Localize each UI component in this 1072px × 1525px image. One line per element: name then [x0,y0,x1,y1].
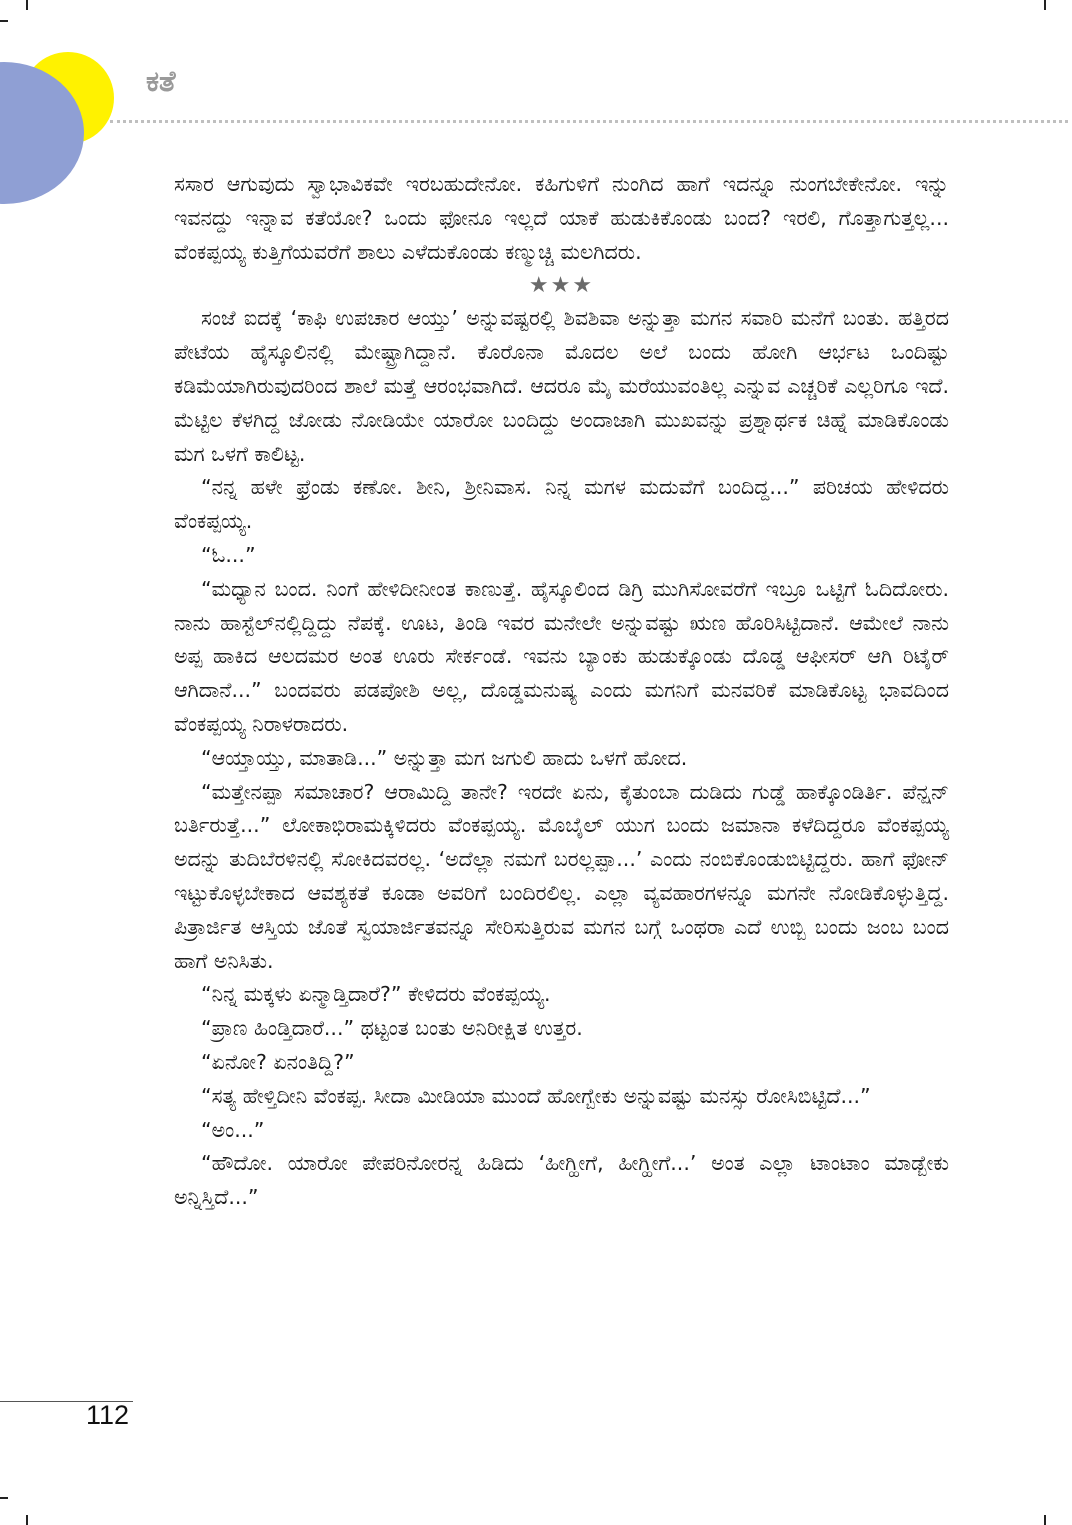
crop-mark-bottom-right [1044,1515,1046,1525]
section-title: ಕತೆ [146,64,176,98]
section-separator-stars: ★★★ [528,273,595,299]
story-text-column [174,168,949,1215]
crop-mark-top-right [1044,0,1046,10]
crop-mark-left-bottom [0,1497,8,1499]
story-paragraph: “ಮತ್ತೇನಪ್ಪಾ ಸಮಾಚಾರ? ಆರಾಮಿದ್ದಿ ತಾನೇ? ಇರದೇ ಏನು, ಕೈತುಂಬಾ ದುಡಿದು ಗುಡ್ಡೆ ಹಾಕ್ಕೊಂಡಿರ್ತಿ. ಪೆನ್ಷನ್ ಬರ್ತಿರುತ್ತೆ...” ಲೋಕಾಭಿರಾಮಕ್ಕಿಳಿದರು ವೆಂಕಪ್ಪಯ್ಯ. ಮೊಬೈಲ್ ಯುಗ ಬಂದು ಜಮಾನಾ ಕಳೆದಿದ್ದರೂ ವೆಂಕಪ್ಪಯ್ಯ ಅದನ್ನು ತುದಿಬೆರಳಿನಲ್ಲಿ ಸೋಕಿದವರಲ್ಲ. ‘ಅದೆಲ್ಲಾ ನಮಗೆ ಬರಲ್ಲಪ್ಪಾ...’ ಎಂದು ನಂಬಿಕೊಂಡುಬಿಟ್ಟಿದ್ದರು. ಹಾಗೆ ಫೋನ್ ಇಟ್ಟುಕೊಳ್ಳಬೇಕಾದ ಆವಶ್ಯಕತೆ ಕೂಡಾ ಅವರಿಗೆ ಬಂದಿರಲಿಲ್ಲ. ಎಲ್ಲಾ ವ್ಯವಹಾರಗಳನ್ನೂ ಮಗನೇ ನೋಡಿಕೊಳ್ಳುತ್ತಿದ್ದ. ಪಿತ್ರಾರ್ಜಿತ ಆಸ್ತಿಯ ಜೊತೆ ಸ್ವಯಾರ್ಜಿತವನ್ನೂ ಸೇರಿಸುತ್ತಿರುವ ಮಗನ ಬಗ್ಗೆ ಒಂಥರಾ ಎದೆ ಉಬ್ಬಿ ಬಂದು ಜಂಬ ಬಂದ ಹಾಗೆ ಅನಿಸಿತು. [174,779,949,973]
crop-mark-left-top [0,20,8,22]
story-paragraph: “ಮಧ್ಯಾನ ಬಂದ. ನಿಂಗೆ ಹೇಳಿದೀನೀಂತ ಕಾಣುತ್ತೆ. ಹೈಸ್ಕೂಲಿಂದ ಡಿಗ್ರಿ ಮುಗಿಸೋವರೆಗೆ ಇಬ್ರೂ ಒಟ್ಟಿಗೆ ಓದಿದೋರು. ನಾನು ಹಾಸ್ಟೆಲ್‌ನಲ್ಲಿದ್ದಿದ್ದು ನೆಪಕ್ಕೆ. ಊಟ, ತಿಂಡಿ ಇವರ ಮನೇಲೇ ಅನ್ನುವಷ್ಟು ಋಣ ಹೊರಿಸಿಟ್ಟಿದಾನೆ. ಆಮೇಲೆ ನಾನು ಅಪ್ಪ ಹಾಕಿದ ಆಲದಮರ ಅಂತ ಊರು ಸೇರ್ಕಂಡೆ. ಇವನು ಬ್ಯಾಂಕು ಹುಡುಕ್ಕೊಂಡು ದೊಡ್ಡ ಆಫೀಸರ್ ಆಗಿ ರಿಟೈರ್ ಆಗಿದಾನೆ...” ಬಂದವರು ಪಡಪೋಶಿ ಅಲ್ಲ, ದೊಡ್ಡಮನುಷ್ಯ ಎಂದು ಮಗನಿಗೆ ಮನವರಿಕೆ ಮಾಡಿಕೊಟ್ಟ ಭಾವದಿಂದ ವೆಂಕಪ್ಪಯ್ಯ ನಿರಾಳರಾದರು. [174,576,949,736]
story-paragraph: “ಹೌದೋ. ಯಾರೋ ಪೇಪರಿನೋರನ್ನ ಹಿಡಿದು ‘ಹೀಗ್ಹೀಗೆ, ಹೀಗ್ಹೀಗೆ...’ ಅಂತ ಎಲ್ಲಾ ಟಾಂಟಾಂ ಮಾಡ್ಬೇಕು ಅನ್ನಿಸ್ತಿದೆ...” [174,1151,949,1210]
story-paragraph: “ಏನೋ? ಏನಂತಿದ್ದಿ?” [201,1049,355,1074]
story-paragraph: “ಪ್ರಾಣ ಹಿಂಡ್ತಿದಾರೆ...” ಥಟ್ಟಂತ ಬಂತು ಅನಿರೀಕ್ಷಿತ ಉತ್ತರ. [201,1016,583,1041]
story-paragraph: ಸಸಾರ ಆಗುವುದು ಸ್ವಾಭಾವಿಕವೇ ಇರಬಹುದೇನೋ. ಕಹಿಗುಳಿಗೆ ನುಂಗಿದ ಹಾಗೆ ಇದನ್ನೂ ನುಂಗಬೇಕೇನೋ. ಇನ್ನು ಇವನದ್ದು ಇನ್ನಾವ ಕತೆಯೋ? ಒಂದು ಫೋನೂ ಇಲ್ಲದೆ ಯಾಕೆ ಹುಡುಕಿಕೊಂಡು ಬಂದ? ಇರಲಿ, ಗೊತ್ತಾಗುತ್ತಲ್ಲ... ವೆಂಕಪ್ಪಯ್ಯ ಕುತ್ತಿಗೆಯವರೆಗೆ ಶಾಲು ಎಳೆದುಕೊಂಡು ಕಣ್ಮುಚ್ಚಿ ಮಲಗಿದರು. [174,172,949,264]
crop-mark-bottom-left [26,1515,28,1525]
story-paragraph: “ಅಂ...” [201,1117,265,1142]
crop-mark-top-left [26,0,28,10]
paragraphs-after-separator [174,302,949,1215]
story-paragraph: ಸಂಜೆ ಐದಕ್ಕೆ ‘ಕಾಫಿ ಉಪಚಾರ ಆಯ್ತು’ ಅನ್ನುವಷ್ಟರಲ್ಲಿ ಶಿವಶಿವಾ ಅನ್ನುತ್ತಾ ಮಗನ ಸವಾರಿ ಮನೆಗೆ ಬಂತು. ಹತ್ತಿರದ ಪೇಟೆಯ ಹೈಸ್ಕೂಲಿನಲ್ಲಿ ಮೇಷ್ಟ್ರಾಗಿದ್ದಾನೆ. ಕೊರೊನಾ ಮೊದಲ ಅಲೆ ಬಂದು ಹೋಗಿ ಆರ್ಭಟ ಒಂದಿಷ್ಟು ಕಡಿಮೆಯಾಗಿರುವುದರಿಂದ ಶಾಲೆ ಮತ್ತೆ ಆರಂಭವಾಗಿದೆ. ಆದರೂ ಮೈ ಮರೆಯುವಂತಿಲ್ಲ ಎನ್ನುವ ಎಚ್ಚರಿಕೆ ಎಲ್ಲರಿಗೂ ಇದೆ. ಮೆಟ್ಟಿಲ ಕೆಳಗಿದ್ದ ಜೋಡು ನೋಡಿಯೇ ಯಾರೋ ಬಂದಿದ್ದು ಅಂದಾಜಾಗಿ ಮುಖವನ್ನು ಪ್ರಶ್ನಾರ್ಥಕ ಚಿಹ್ನೆ ಮಾಡಿಕೊಂಡು ಮಗ ಒಳಗೆ ಕಾಲಿಟ್ಟ. [174,306,949,466]
paragraphs-before-separator [174,168,949,269]
page-number: 112 [86,1400,130,1430]
story-paragraph: “ನಿನ್ನ ಮಕ್ಕಳು ಏನ್ಮಾಡ್ತಿದಾರೆ?” ಕೇಳಿದರು ವೆಂಕಪ್ಪಯ್ಯ. [201,982,551,1007]
story-paragraph: “ಆಯ್ತಾಯ್ತು, ಮಾತಾಡಿ...” ಅನ್ನುತ್ತಾ ಮಗ ಜಗುಲಿ ಹಾದು ಒಳಗೆ ಹೋದ. [201,745,688,770]
header-dotted-rule [110,120,1068,123]
story-paragraph: “ಸತ್ಯ ಹೇಳ್ತಿದೀನಿ ವೆಂಕಪ್ಪ. ಸೀದಾ ಮೀಡಿಯಾ ಮುಂದೆ ಹೋಗ್ಬೇಕು ಅನ್ನುವಷ್ಟು ಮನಸ್ಸು ರೋಸಿಬಿಟ್ಟಿದೆ...” [201,1083,871,1108]
story-paragraph: “ನನ್ನ ಹಳೇ ಫ್ರೆಂಡು ಕಣೋ. ಶೀನಿ, ಶ್ರೀನಿವಾಸ. ನಿನ್ನ ಮಗಳ ಮದುವೆಗೆ ಬಂದಿದ್ದ...” ಪರಿಚಯ ಹೇಳಿದರು ವೆಂಕಪ್ಪಯ್ಯ. [174,475,949,534]
story-paragraph: “ಓ...” [201,542,256,567]
